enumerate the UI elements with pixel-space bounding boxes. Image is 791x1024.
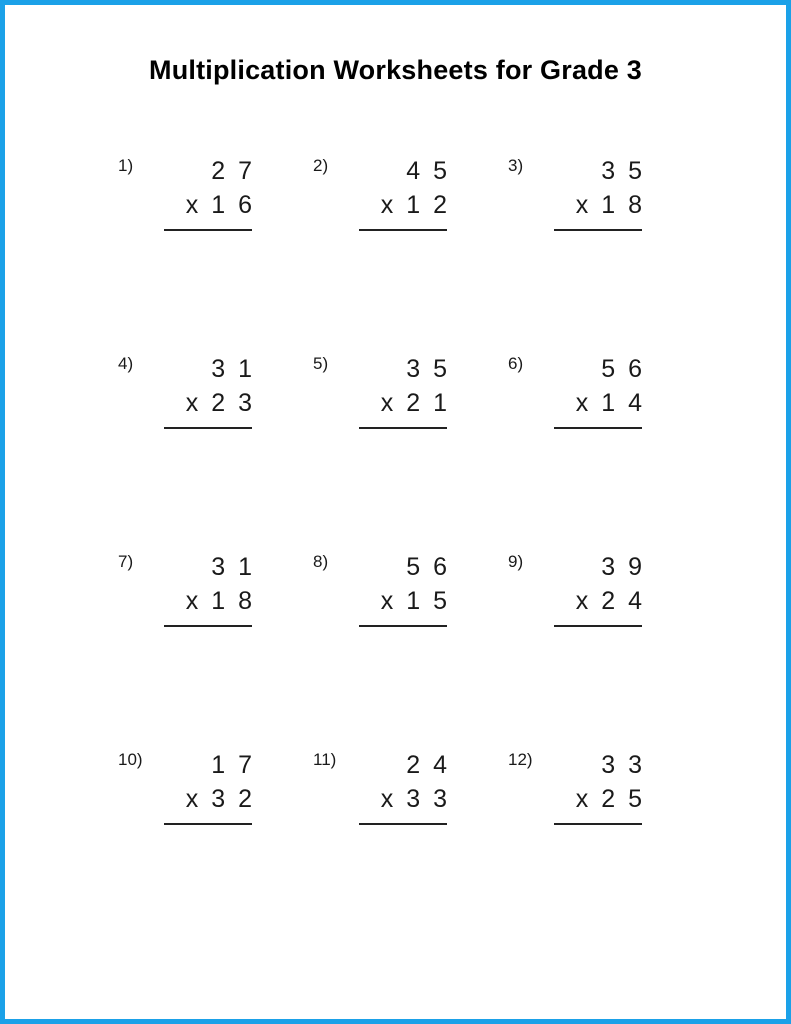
problem-5 [313, 352, 508, 432]
problem-3 [508, 154, 703, 234]
answer-line [164, 229, 252, 231]
multiplicand: 5 6 [601, 355, 642, 383]
multiplication-stack [164, 154, 252, 231]
problems-grid [118, 154, 786, 828]
problem-8 [313, 550, 508, 630]
problem-number: 6) [508, 354, 524, 373]
multiplicand: 3 1 [211, 553, 252, 581]
problem-number: 10) [118, 750, 143, 769]
multiplicand: 3 5 [601, 157, 642, 185]
problem-number: 2) [313, 156, 329, 175]
problem-number: 5) [313, 354, 329, 373]
multiplier-row: x 1 8 [185, 587, 252, 615]
problem-4 [118, 352, 313, 432]
problem-7 [118, 550, 313, 630]
page-title: Multiplication Worksheets for Grade 3 [149, 55, 642, 85]
multiplier-row: x 1 8 [575, 191, 642, 219]
multiplication-stack [554, 154, 642, 231]
answer-line [164, 427, 252, 429]
multiplication-stack [554, 550, 642, 627]
answer-line [359, 427, 447, 429]
multiplier-row: x 2 4 [575, 587, 642, 615]
multiplication-stack [164, 550, 252, 627]
multiplier-row: x 2 5 [575, 785, 642, 813]
multiplicand: 3 1 [211, 355, 252, 383]
problem-number: 4) [118, 354, 134, 373]
problem-9 [508, 550, 703, 630]
multiplication-stack [164, 748, 252, 825]
answer-line [359, 625, 447, 627]
multiplicand: 2 4 [406, 751, 447, 779]
answer-line [359, 823, 447, 825]
multiplicand: 5 6 [406, 553, 447, 581]
answer-line [359, 229, 447, 231]
problem-6 [508, 352, 703, 432]
answer-line [164, 625, 252, 627]
problem-number: 12) [508, 750, 533, 769]
answer-line [554, 823, 642, 825]
answer-line [554, 229, 642, 231]
multiplicand: 2 7 [211, 157, 252, 185]
problem-12 [508, 748, 703, 828]
problem-11 [313, 748, 508, 828]
problem-number: 7) [118, 552, 134, 571]
problem-10 [118, 748, 313, 828]
answer-line [164, 823, 252, 825]
multiplier-row: x 1 5 [380, 587, 447, 615]
multiplication-stack [359, 352, 447, 429]
problem-number: 8) [313, 552, 329, 571]
problem-1 [118, 154, 313, 234]
multiplier-row: x 3 2 [185, 785, 252, 813]
multiplication-stack [359, 154, 447, 231]
problem-number: 9) [508, 552, 524, 571]
problem-2 [313, 154, 508, 234]
problem-number: 11) [313, 750, 337, 769]
multiplier-row: x 1 2 [380, 191, 447, 219]
multiplication-stack [554, 748, 642, 825]
multiplicand: 3 9 [601, 553, 642, 581]
multiplier-row: x 2 3 [185, 389, 252, 417]
answer-line [554, 625, 642, 627]
multiplication-stack [359, 748, 447, 825]
multiplier-row: x 1 4 [575, 389, 642, 417]
problem-number: 1) [118, 156, 134, 175]
multiplication-stack [554, 352, 642, 429]
problem-number: 3) [508, 156, 524, 175]
multiplication-stack [359, 550, 447, 627]
multiplier-row: x 3 3 [380, 785, 447, 813]
multiplicand: 4 5 [406, 157, 447, 185]
multiplier-row: x 1 6 [185, 191, 252, 219]
answer-line [554, 427, 642, 429]
multiplicand: 3 5 [406, 355, 447, 383]
multiplicand: 1 7 [211, 751, 252, 779]
multiplicand: 3 3 [601, 751, 642, 779]
multiplication-stack [164, 352, 252, 429]
multiplier-row: x 2 1 [380, 389, 447, 417]
